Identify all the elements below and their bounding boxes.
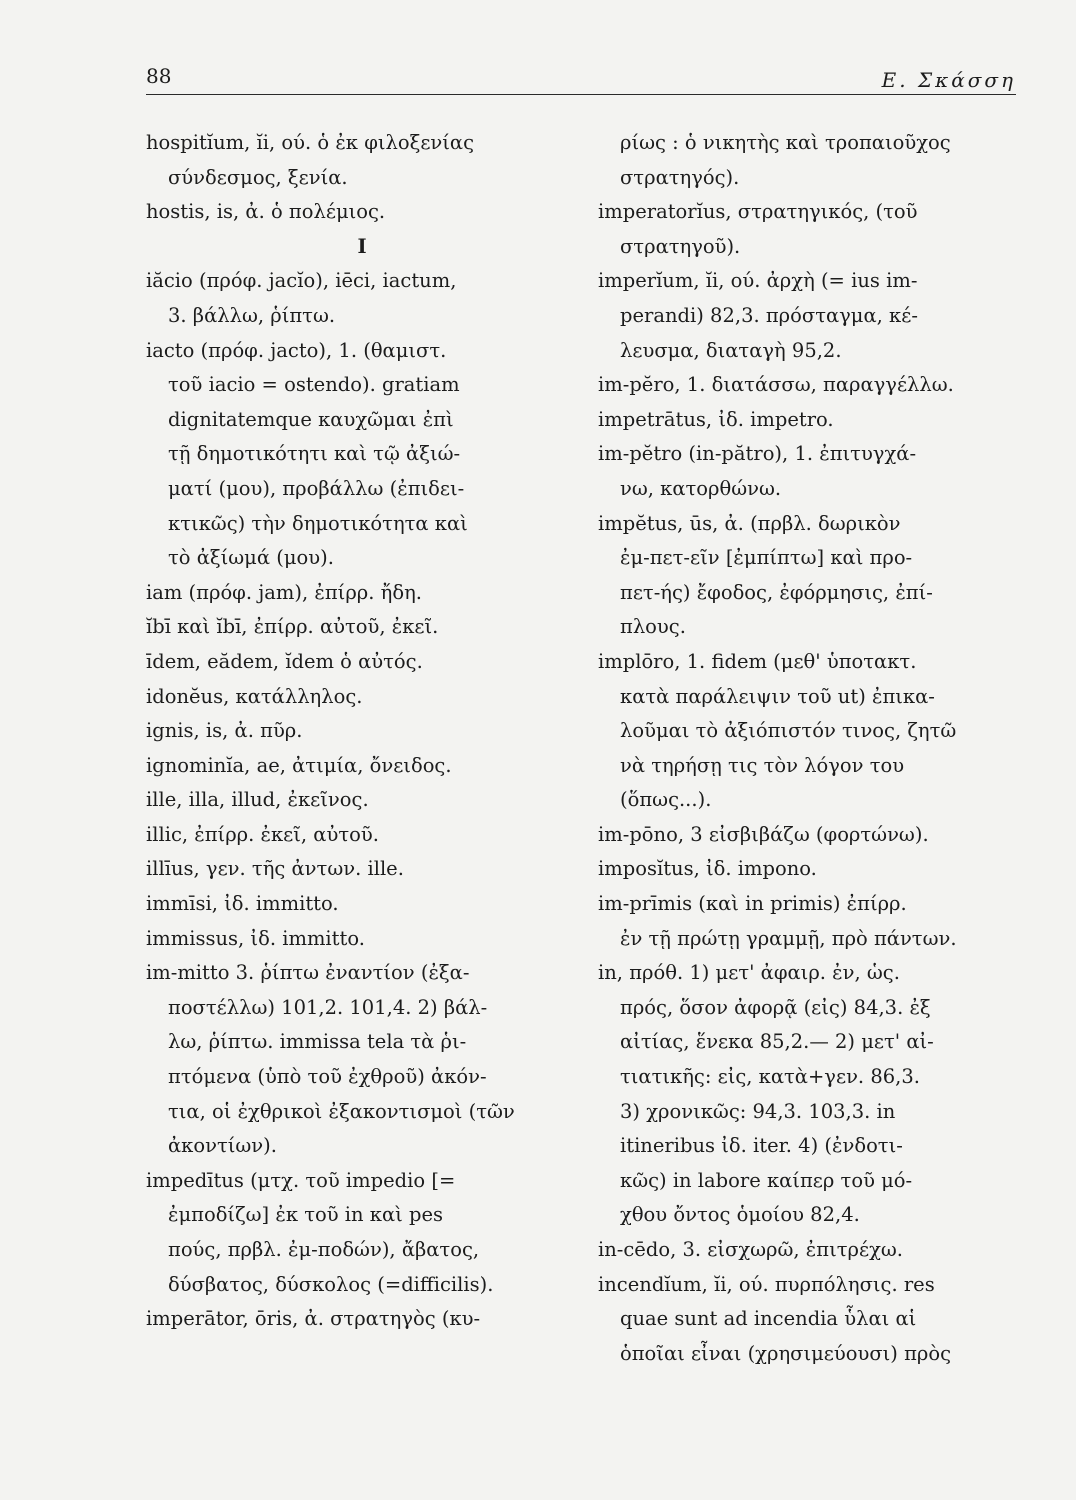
dictionary-line: ματί (μου), προβάλλω (ἐπιδει- xyxy=(168,476,465,500)
dictionary-line: illic, ἐπίρρ. ἐκεῖ, αὐτοῦ. xyxy=(146,822,379,846)
dictionary-line: τῇ δημοτικότητι καὶ τῷ ἀξιώ- xyxy=(168,442,461,466)
dictionary-line: im-mitto 3. ῥίπτω ἐναντίον (ἐξα- xyxy=(146,961,470,985)
dictionary-line: χθου ὄντος ὁμοίου 82,4. xyxy=(620,1203,860,1227)
dictionary-line: (ὅπως...). xyxy=(620,788,712,812)
dictionary-line: itineribus ἰδ. iter. 4) (ἐνδοτι- xyxy=(620,1134,903,1158)
right-column xyxy=(598,126,1023,1371)
dictionary-line: ille, illa, illud, ἐκεῖνος. xyxy=(146,788,369,812)
dictionary-line: στρατηγός). xyxy=(620,165,740,189)
dictionary-line: λω, ῥίπτω. immissa tela τὰ ῥι- xyxy=(168,1030,467,1054)
dictionary-line: αἰτίας, ἕνεκα 85,2.— 2) μετ' αἰ- xyxy=(620,1030,934,1054)
dictionary-line: ἐν τῇ πρώτῃ γραμμῇ, πρὸ πάντων. xyxy=(620,926,957,950)
dictionary-line: πρός, ὅσον ἀφορᾷ (εἰς) 84,3. ἐξ xyxy=(620,995,931,1019)
page-header xyxy=(146,58,1016,95)
dictionary-line: ὁποῖαι εἶναι (χρησιμεύουσι) πρὸς xyxy=(620,1341,952,1365)
dictionary-line: πλους. xyxy=(620,615,686,639)
dictionary-line: στρατηγοῦ). xyxy=(620,234,741,258)
dictionary-line: ἐμποδίζω] ἐκ τοῦ in καὶ pes xyxy=(168,1203,444,1227)
dictionary-line: in, πρόθ. 1) μετ' ἀφαιρ. ἐν, ὡς. xyxy=(598,961,900,985)
dictionary-line: impĕtus, ūs, ἀ. (πρβλ. δωρικὸν xyxy=(598,511,901,535)
dictionary-line: quae sunt ad incendia ὗλαι αἱ xyxy=(620,1307,917,1331)
section-letter: I xyxy=(357,234,367,258)
dictionary-line: ρίως : ὁ νικητὴς καὶ τροπαιοῦχος xyxy=(620,131,951,154)
dictionary-line: νω, κατορθώνω. xyxy=(620,476,782,500)
dictionary-line: immīsi, ἰδ. immitto. xyxy=(146,892,339,916)
dictionary-line: im-pōno, 3 εἰσβιβάζω (φορτώνω). xyxy=(598,822,929,846)
dictionary-line: impedītus (μτχ. τοῦ impedio [= xyxy=(146,1168,456,1192)
dictionary-line: πετ-ής) ἔφοδος, ἐφόρμησις, ἐπί- xyxy=(620,580,933,604)
dictionary-line: κατὰ παράλειψιν τοῦ ut) ἐπικα- xyxy=(620,684,935,708)
dictionary-line: λοῦμαι τὸ ἀξιόπιστόν τινος, ζητῶ xyxy=(620,719,957,743)
dictionary-line: κῶς) in labore καίπερ τοῦ μό- xyxy=(620,1168,913,1192)
dictionary-line: imposĭtus, ἰδ. impono. xyxy=(598,857,817,881)
dictionary-line: ποστέλλω) 101,2. 101,4. 2) βάλ- xyxy=(168,995,488,1019)
dictionary-line: imperĭum, ĭi, ού. ἀρχὴ (= ius im- xyxy=(598,269,918,293)
dictionary-line: τιατικῆς: εἰς, κατὰ+γεν. 86,3. xyxy=(620,1065,920,1089)
dictionary-line: πούς, πρβλ. ἐμ-ποδών), ἄβατος, xyxy=(168,1238,480,1261)
dictionary-line: πτόμενα (ὑπὸ τοῦ ἐχθροῦ) ἀκόν- xyxy=(168,1065,487,1089)
dictionary-line: hostis, is, ἀ. ὁ πολέμιος. xyxy=(146,200,386,224)
dictionary-line: ἀκοντίων). xyxy=(168,1134,277,1158)
dictionary-line: perandi) 82,3. πρόσταγμα, κέ- xyxy=(620,303,918,327)
dictionary-line: δύσβατος, δύσκολος (=difficilis). xyxy=(168,1272,494,1296)
dictionary-line: νὰ τηρήσῃ τις τὸν λόγον του xyxy=(620,753,905,777)
dictionary-line: ignominĭa, ae, ἀτιμία, ὄνειδος. xyxy=(146,753,452,777)
dictionary-line: τοῦ iacio = ostendo). gratiam xyxy=(168,373,460,397)
running-head: Ε. Σκάσση xyxy=(881,68,1016,92)
dictionary-line: īdem, eădem, ĭdem ὁ αὐτός. xyxy=(146,649,423,673)
dictionary-line: incendĭum, ĭi, ού. πυρπόλησις. res xyxy=(598,1272,935,1296)
dictionary-line: σύνδεσμος, ξενία. xyxy=(168,165,348,189)
dictionary-line: in-cēdo, 3. εἰσχωρῶ, ἐπιτρέχω. xyxy=(598,1238,904,1261)
dictionary-line: immissus, ἰδ. immitto. xyxy=(146,926,365,950)
dictionary-line: imperātor, ōris, ἀ. στρατηγὸς (κυ- xyxy=(146,1307,481,1331)
dictionary-line: hospitĭum, ĭi, ού. ὁ ἐκ φιλοξενίας xyxy=(146,131,475,154)
dictionary-line: iăcio (πρόφ. jacĭo), iēci, iactum, xyxy=(146,269,457,293)
dictionary-line: τια, οἱ ἐχθρικοὶ ἐξακοντισμοὶ (τῶν xyxy=(168,1099,515,1123)
dictionary-line: ἐμ-πετ-εῖν [ἐμπίπτω] καὶ προ- xyxy=(620,546,913,570)
dictionary-line: ignis, is, ἀ. πῦρ. xyxy=(146,719,303,743)
dictionary-line: λευσμα, διαταγὴ 95,2. xyxy=(620,338,842,362)
dictionary-line: im-pĕro, 1. διατάσσω, παραγγέλλω. xyxy=(598,373,954,397)
left-column xyxy=(146,126,586,1337)
dictionary-line: impetrātus, ἰδ. impetro. xyxy=(598,407,834,431)
dictionary-line: im-prīmis (καὶ in primis) ἐπίρρ. xyxy=(598,892,907,916)
dictionary-line: κτικῶς) τὴν δημοτικότητα καὶ xyxy=(168,511,468,535)
dictionary-line: τὸ ἀξίωμά (μου). xyxy=(168,546,334,570)
dictionary-line: iam (πρόφ. jam), ἐπίρρ. ἤδη. xyxy=(146,580,422,604)
page-number: 88 xyxy=(146,64,172,88)
dictionary-line: ĭbī καὶ ĭbī, ἐπίρρ. αὐτοῦ, ἐκεῖ. xyxy=(146,615,439,639)
dictionary-line: im-pĕtro (in-pătro), 1. ἐπιτυγχά- xyxy=(598,442,917,466)
dictionary-line: implōro, 1. fidem (μεθ' ὑποτακτ. xyxy=(598,649,917,673)
dictionary-line: iacto (πρόφ. jacto), 1. (θαμιστ. xyxy=(146,338,447,362)
dictionary-line: 3) χρονικῶς: 94,3. 103,3. in xyxy=(620,1099,896,1123)
dictionary-line: imperatorĭus, στρατηγικός, (τοῦ xyxy=(598,200,918,224)
dictionary-line: dignitatemque καυχῶμαι ἐπὶ xyxy=(168,407,454,431)
dictionary-line: idonĕus, κατάλληλος. xyxy=(146,684,363,708)
dictionary-line: 3. βάλλω, ῥίπτω. xyxy=(168,303,336,327)
dictionary-line: illīus, γεν. τῆς ἀντων. ille. xyxy=(146,857,404,881)
